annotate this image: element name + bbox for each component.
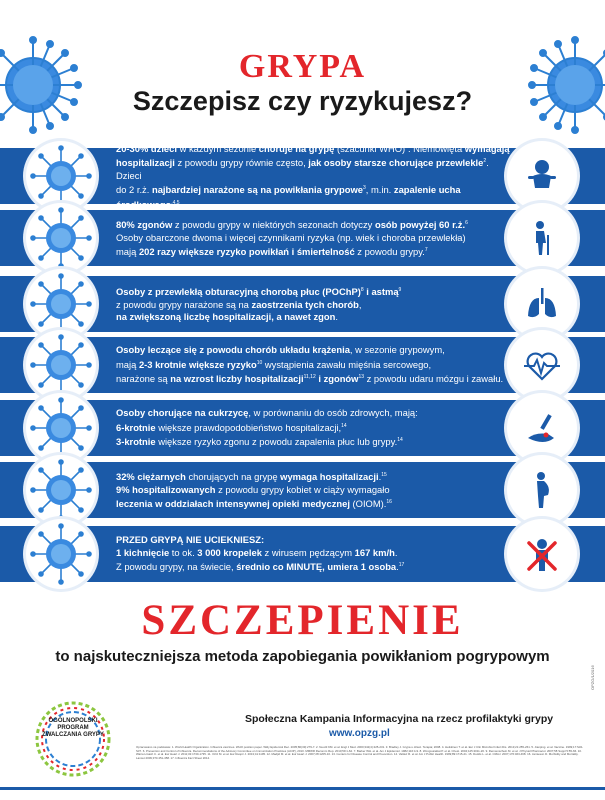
topic-icon-circle xyxy=(507,393,577,463)
info-band xyxy=(0,462,605,518)
text-segment: większe prawdopodobieństwo hospitalizacji, xyxy=(155,421,342,433)
baby-icon xyxy=(522,156,562,201)
text-segment: . Niemowlęta xyxy=(407,143,465,155)
bottom-divider xyxy=(0,787,605,790)
info-line xyxy=(116,311,516,323)
info-band-text xyxy=(116,337,516,393)
info-band xyxy=(0,526,605,582)
footnote-ref: 6 xyxy=(465,220,468,227)
info-band xyxy=(0,337,605,393)
text-segment: , xyxy=(358,298,362,310)
topic-icon-circle xyxy=(507,519,577,589)
no-sneeze-icon xyxy=(522,534,562,579)
page-subtitle: Szczepisz czy ryzykujesz? xyxy=(132,86,473,116)
pregnant-woman-icon xyxy=(522,470,562,515)
virus-icon xyxy=(26,141,96,211)
footnote-ref: 16 xyxy=(386,499,392,506)
text-segment: Osoby z przewlekłą obturacyjną chorobą płuc (POChP) xyxy=(116,286,361,298)
text-segment: 20-30% dzieci xyxy=(116,143,177,155)
footnote-ref: 3 xyxy=(362,185,366,192)
info-band-text xyxy=(116,210,516,266)
text-segment: na zwiększoną liczbę hospitalizacji, a nawet zgon xyxy=(116,311,336,323)
text-segment: 80% zgonów xyxy=(116,219,173,231)
virus-icon xyxy=(26,519,96,589)
footnote-ref: 9 xyxy=(398,287,402,294)
text-segment: , w porównaniu do osób zdrowych, mają: xyxy=(248,407,418,419)
footnote-ref: 2 xyxy=(483,158,487,165)
text-segment: Z powodu grypy, na świecie, xyxy=(116,561,237,573)
text-segment: i astmą xyxy=(363,286,399,298)
text-segment: w każdym sezonie xyxy=(176,143,259,155)
info-line xyxy=(116,469,516,483)
virus-icon xyxy=(26,203,96,273)
text-segment: zapalenie ucha środkowego xyxy=(116,184,461,210)
text-segment: mają xyxy=(116,358,139,370)
text-segment: . xyxy=(378,471,382,483)
text-segment: (szacunki WHO) xyxy=(334,143,406,155)
footnote-ref: 11,12 xyxy=(303,374,316,381)
text-segment: 3 000 kropelek xyxy=(197,546,262,558)
text-segment: z powodu grypy kobiet w ciąży wymagało xyxy=(215,483,390,495)
program-logo-text: OGÓLNOPOLSKI PROGRAM ZWALCZANIA GRYPY xyxy=(42,718,104,739)
glucose-test-icon xyxy=(522,408,562,453)
text-segment: i zgonów xyxy=(315,373,359,385)
text-segment: 32% ciężarnych xyxy=(116,471,186,483)
info-band xyxy=(0,400,605,456)
topic-icon-circle xyxy=(507,203,577,273)
website-link[interactable]: www.opzg.pl xyxy=(329,728,390,739)
text-segment: wystąpienia zawału mięśnia sercowego, xyxy=(262,358,432,370)
text-segment: 1 kichnięcie xyxy=(116,546,170,558)
footnote-ref: 14 xyxy=(341,422,347,429)
text-segment: z powodu grypy narażone są na xyxy=(116,298,252,310)
text-segment: osób powyżej 60 r.ż. xyxy=(374,219,466,231)
info-line xyxy=(116,232,516,244)
info-band-text xyxy=(116,400,516,456)
text-segment: Osoby chorujące na cukrzycę xyxy=(116,407,249,419)
info-band xyxy=(0,143,605,210)
topic-icon-circle xyxy=(507,455,577,525)
info-line xyxy=(116,217,516,231)
text-segment: 9% hospitalizowanych xyxy=(116,483,216,495)
info-band-text xyxy=(116,526,516,582)
lungs-icon xyxy=(522,284,562,329)
text-segment: mają xyxy=(116,246,139,258)
virus-icon xyxy=(26,393,96,463)
info-line xyxy=(116,344,516,356)
text-segment: 3-krotnie xyxy=(116,436,156,448)
info-band xyxy=(0,210,605,266)
footnote-ref: 14 xyxy=(397,437,403,444)
info-line xyxy=(116,484,516,496)
text-segment: wymagają xyxy=(464,143,510,155)
text-segment: z powodu grypy równie często, xyxy=(174,157,309,169)
text-segment: . Dzieci xyxy=(116,157,489,181)
virus-icon xyxy=(26,269,96,339)
text-segment: na wzrost liczby hospitalizacji xyxy=(170,373,304,385)
text-segment: choruje na grypę xyxy=(258,143,335,155)
info-line xyxy=(116,407,516,419)
text-segment: 202 razy większe ryzyko powikłań i śmiertelność xyxy=(138,246,355,258)
text-segment: większe ryzyko zgonu z powodu zapalenia płuc lub grypy. xyxy=(155,436,398,448)
info-line xyxy=(116,496,516,510)
text-segment: , m.in. xyxy=(365,184,394,196)
text-segment: leczenia w oddziałach intensywnej opieki medycznej xyxy=(116,498,350,510)
topic-icon-circle xyxy=(507,141,577,211)
text-segment: . xyxy=(335,311,338,323)
text-segment: jak osoby starsze chorujące przewlekle xyxy=(308,157,484,169)
text-segment: zaostrzenia tych chorób xyxy=(251,298,359,310)
topic-icon-circle xyxy=(507,269,577,339)
text-segment: (OIOM). xyxy=(349,498,387,510)
info-line xyxy=(116,559,516,573)
info-line xyxy=(116,182,516,211)
footnote-ref: 1 xyxy=(405,144,408,151)
info-line xyxy=(116,371,516,385)
text-segment: najbardziej narażone są na powikłania grypowe xyxy=(151,184,363,196)
brand-title: GRYPA xyxy=(238,48,367,85)
document-code: OPZG/1/2016 xyxy=(590,665,595,690)
info-line xyxy=(116,155,516,182)
footnote-ref: 7 xyxy=(424,247,428,254)
info-line xyxy=(116,420,516,434)
info-line xyxy=(116,284,516,298)
text-segment: narażone są xyxy=(116,373,171,385)
info-line xyxy=(116,534,516,546)
info-band xyxy=(0,276,605,332)
text-segment: chorujących na grypę xyxy=(185,471,281,483)
footnote-ref: .4,5 xyxy=(171,199,180,206)
text-segment: 6-krotnie xyxy=(116,421,156,433)
text-segment: PRZED GRYPĄ NIE UCIEKNIESZ: xyxy=(116,534,265,546)
text-segment: do 2 r.ż. xyxy=(116,184,152,196)
vaccination-headline: SZCZEPIENIE xyxy=(141,597,464,644)
text-segment: hospitalizacji xyxy=(116,157,175,169)
text-segment: wymaga hospitalizacji xyxy=(280,471,379,483)
footnote-ref: 15 xyxy=(381,472,387,479)
virus-icon xyxy=(26,330,96,400)
elderly-person-icon xyxy=(522,218,562,263)
footnote-ref: 10 xyxy=(256,359,263,366)
info-line xyxy=(116,141,516,155)
text-segment: Osoby leczące się z powodu chorób układu krążenia xyxy=(116,344,350,356)
text-segment: z powodu grypy w niektórych sezonach dotyczy xyxy=(172,219,375,231)
text-segment: z powodu udaru mózgu i zawału. xyxy=(364,373,504,385)
virus-icon xyxy=(26,455,96,525)
text-segment: , w sezonie grypowym, xyxy=(349,344,445,356)
topic-icon-circle xyxy=(507,330,577,400)
text-segment: średnio co MINUTĘ, umiera 1 osoba xyxy=(236,561,397,573)
text-segment: to ok. xyxy=(169,546,198,558)
info-band-text xyxy=(116,276,516,332)
campaign-name: Społeczna Kampania Informacyjna na rzecz profilaktyki grypy xyxy=(245,713,554,725)
text-segment: 167 km/h xyxy=(354,546,395,558)
heart-pulse-icon xyxy=(522,345,562,390)
text-segment: z wirusem pędzącym xyxy=(261,546,355,558)
info-line xyxy=(116,357,516,371)
info-line xyxy=(116,299,516,311)
info-line xyxy=(116,434,516,448)
text-segment: . xyxy=(396,561,399,573)
info-line xyxy=(116,547,516,559)
text-segment: . xyxy=(394,546,398,558)
footnote-ref: 8 xyxy=(360,287,364,294)
text-segment: z powodu grypy. xyxy=(354,246,425,258)
text-segment: Osoby obarczone dwoma i więcej czynnikami ryzyka (np. wiek i choroba przewlekła) xyxy=(116,231,466,243)
tagline: to najskuteczniejsza metoda zapobiegania powikłaniom pogrypowym xyxy=(55,648,550,665)
info-line xyxy=(116,244,516,258)
footnote-ref: 13 xyxy=(358,374,365,381)
references-text: Opracowano na podstawie: 1. World Health Organization. Influenza vaccines. WHO position paper. Wkly Epidemiol Rec. 2005;80(33):279-7. 2. Neuzil KM. et al. Engl J Med. 2000;342(4):225-231. 3. Bradley J. Grypa u dzieci. Terapia; 2008. 4. Heikkinen T. et al. Eur J Clin Microbiol Infect Dis. 2013;21:255-261. 5. Jianping. et al. Vaccine. 1999;17:S32-S37. 6. Prevention and Control of Influenza. Recommendations of the Advisory Committee on Immunization Practices (ACIP), 2010. MMWR Recomm Rep. 2010;59:1-62. 7. Barker WH. et al. Am J Epidemiol. 1982;116:4-9. 8. Wongsurakiat P. et al. Chest. 2004;125:2011-20. 9. Rennenschein M. et al. J Physiol Pharmacol. 2007;58 Suppl 5:55-66. 10. Warren-Gash C. et al. Eur Heart J. 2011;32:1730-1735. 11. Ortiz M. et al. Eur Respir J. 2013;41:1195. 12. Madjid M. et al. Eur Heart J. 2007;28:1205-10. 13. Centers for Disease Control and Prevention. 14. Valdez R. et al. Am J Public Health. 1999;89:1715-21. 15. Dodds L. et al. CMAJ. 2007;176:463-468. 16. Jamieson D. Morbidity and Mortality. Lancet 2009;374:451-458. 17. Influenza Fact Sheet 2014. xyxy=(136,745,584,760)
info-band-text xyxy=(116,462,516,518)
info-band-text xyxy=(116,143,516,210)
text-segment: 2-3 krotnie większe ryzyko xyxy=(138,358,257,370)
footnote-ref: 17 xyxy=(398,562,405,569)
